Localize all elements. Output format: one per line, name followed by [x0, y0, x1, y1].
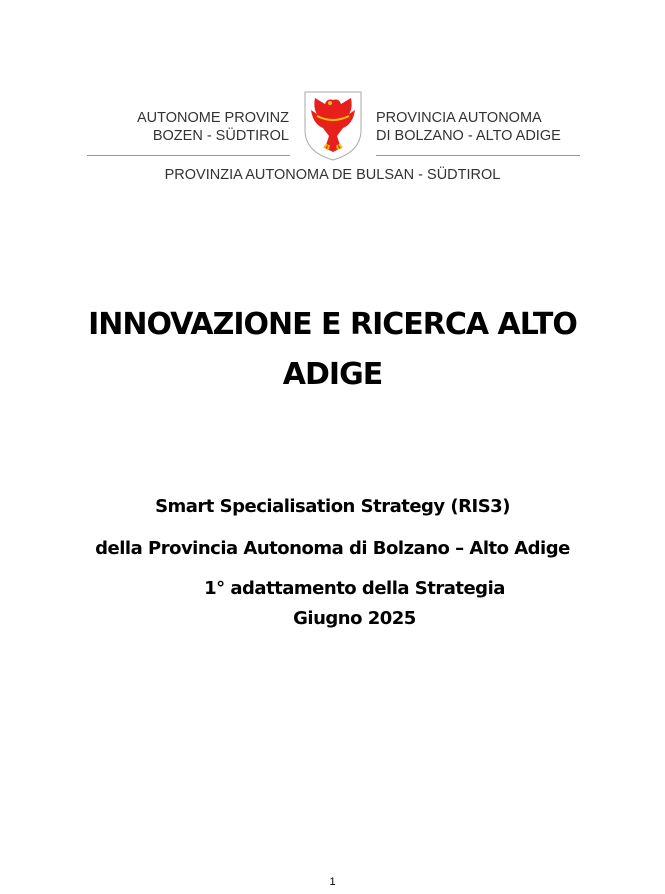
page-number: 1 [329, 876, 336, 888]
header-german-line1: AUTONOME PROVINZ [137, 110, 289, 126]
subtitle-strategy: Smart Specialisation Strategy (RIS3) [155, 496, 510, 517]
header-italian-line2: DI BOLZANO - ALTO ADIGE [376, 128, 561, 144]
header-rule-left [87, 155, 290, 156]
header-italian [376, 109, 561, 145]
header-italian-line1: PROVINCIA AUTONOMA [376, 110, 542, 126]
title-line2: ADIGE [282, 357, 383, 392]
document-date: Giugno 2025 [293, 608, 416, 629]
header-german-line2: BOZEN - SÜDTIROL [152, 128, 289, 144]
subtitle-province: della Provincia Autonoma di Bolzano – Alto Adige [95, 538, 570, 559]
header-german [137, 109, 289, 145]
document-title [60, 300, 605, 400]
title-line1: INNOVAZIONE E RICERCA ALTO [88, 307, 577, 342]
header-rule-right [376, 155, 580, 156]
subtitle-adaptation: 1° adattamento della Strategia [204, 578, 505, 599]
header-ladin: PROVINZIA AUTONOMA DE BULSAN - SÜDTIROL [164, 167, 501, 183]
coat-of-arms-logo [303, 90, 363, 162]
